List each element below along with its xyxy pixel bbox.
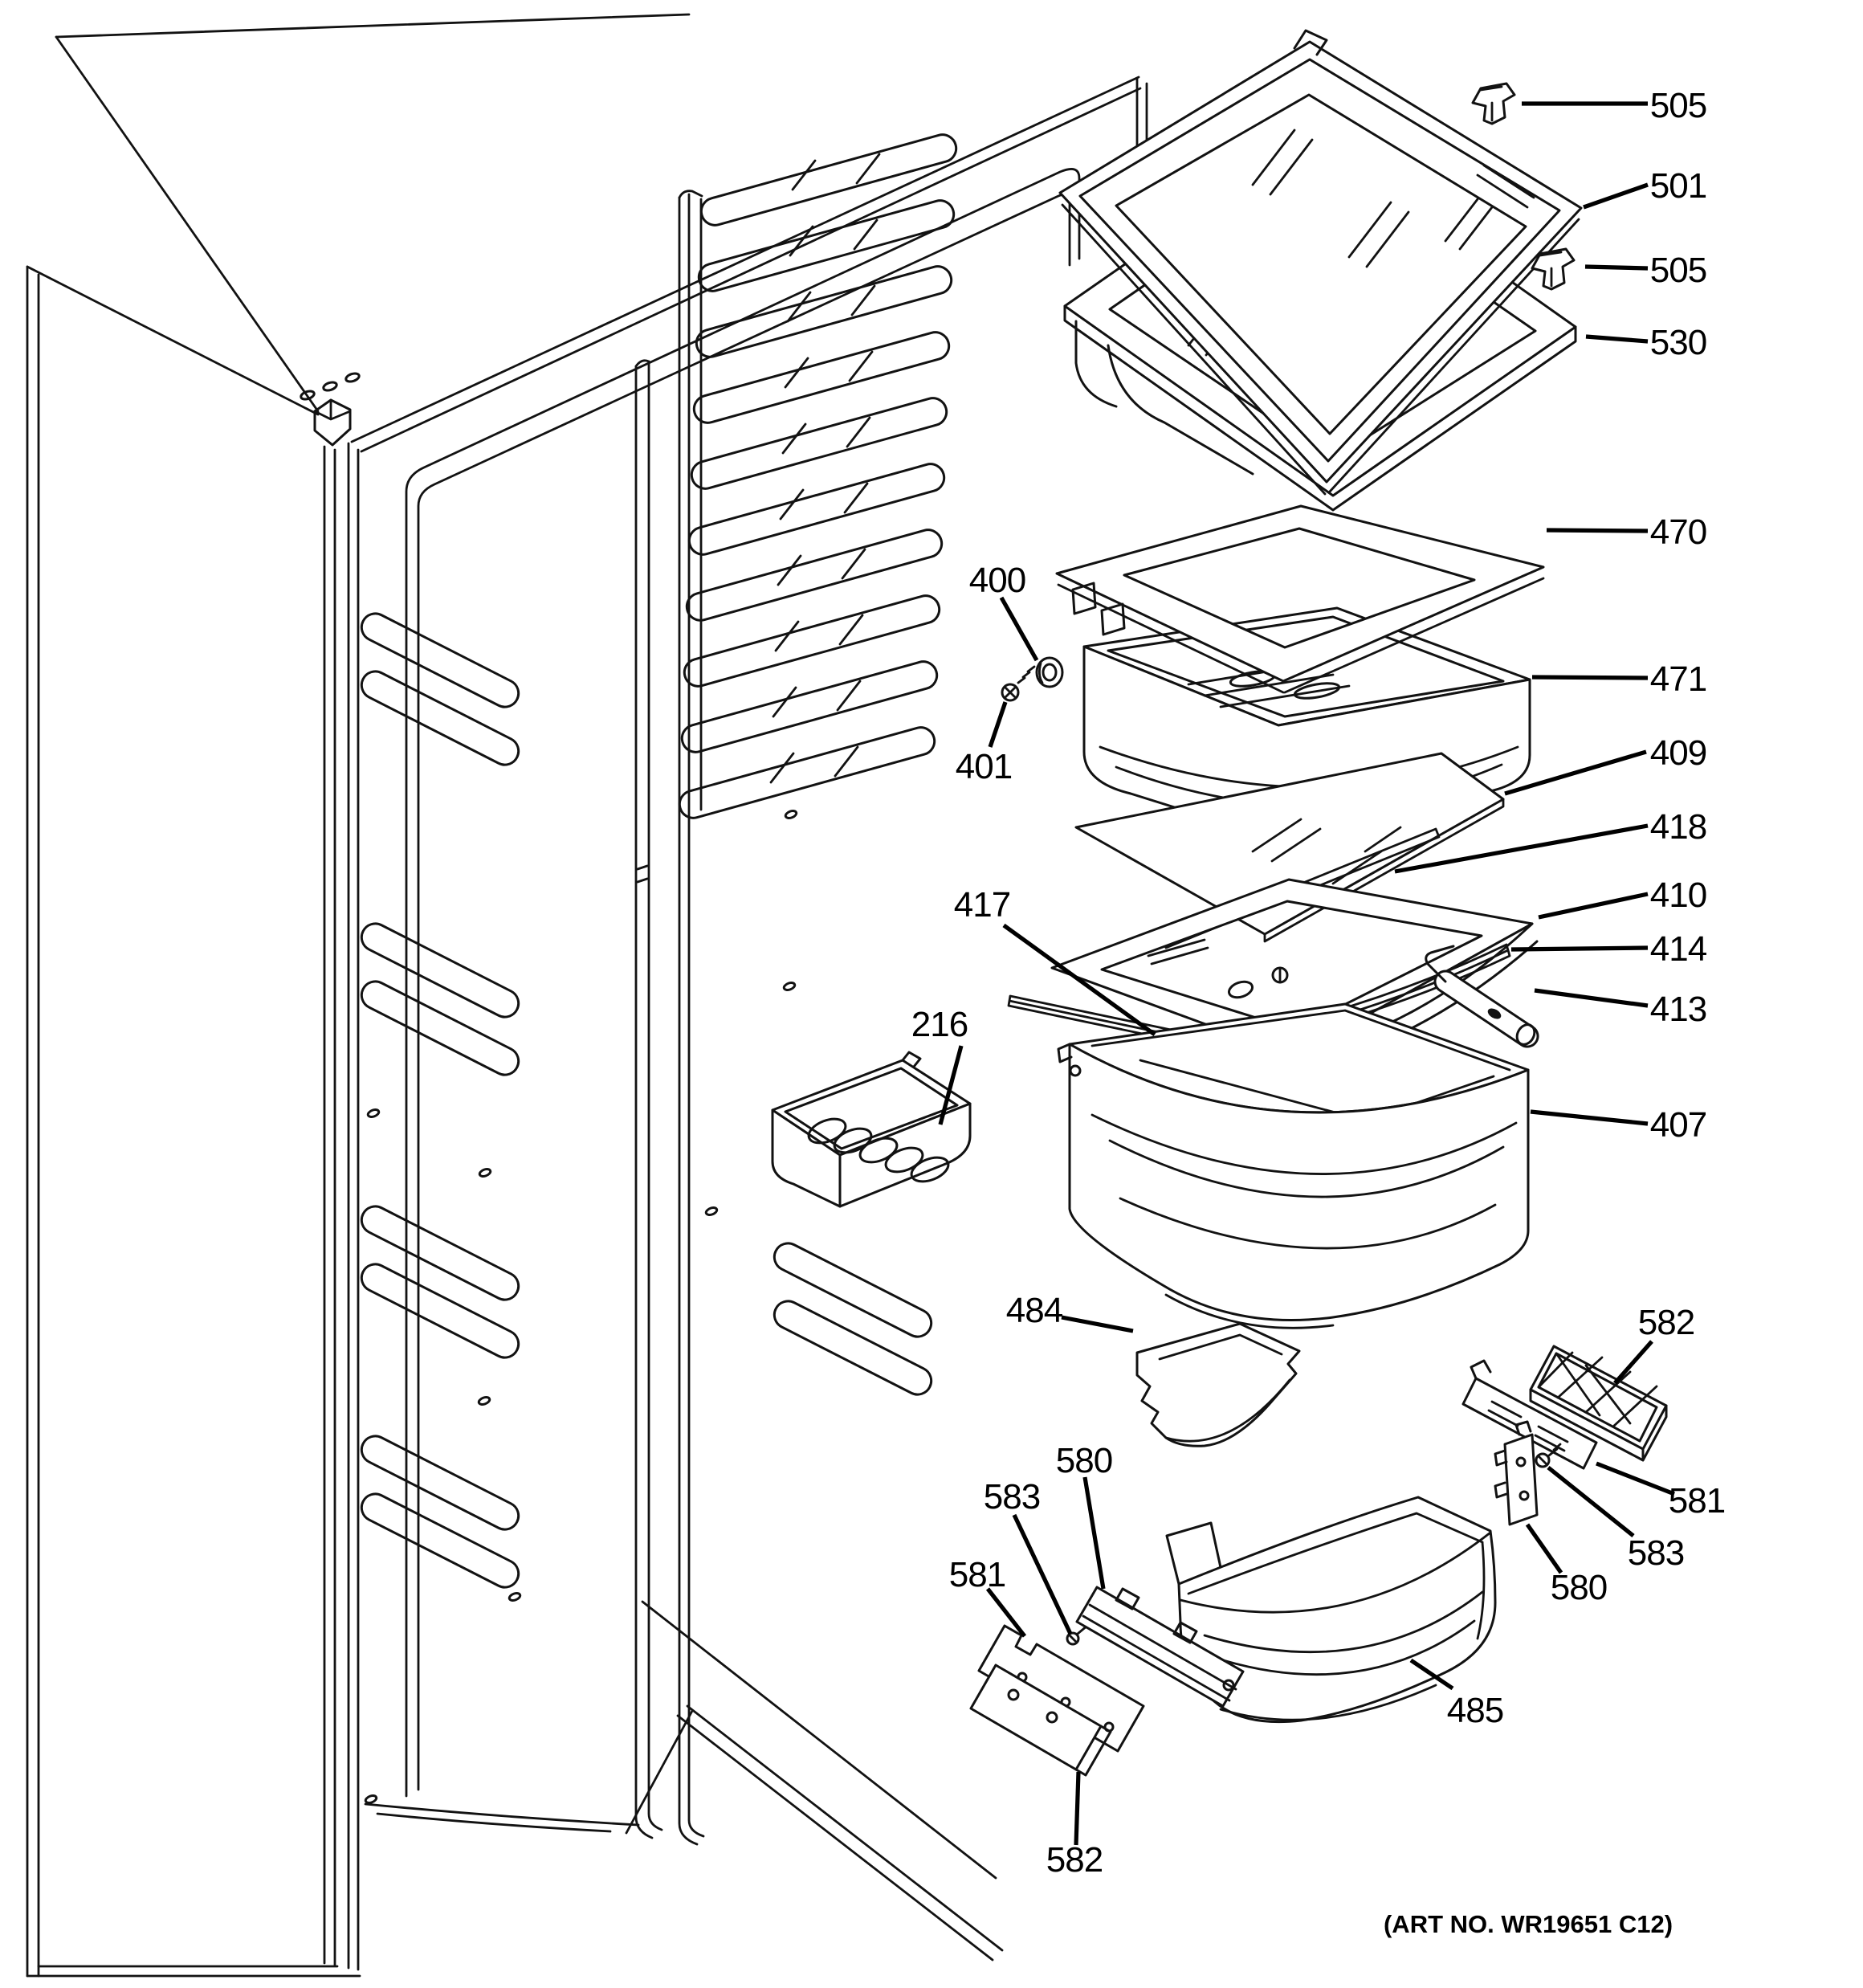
callout-582-right: 582 [1637,1303,1695,1342]
part-216-bin [773,1052,970,1206]
part-407-crisper-drawer [1058,1004,1528,1328]
cabinet-fresh-food-section [27,14,1147,1976]
leader-407 [1531,1112,1648,1124]
leader-581-right [1596,1463,1674,1494]
callout-583-right: 583 [1627,1533,1685,1573]
callout-418: 418 [1649,807,1707,847]
part-401-screw [1002,667,1034,700]
callout-216: 216 [911,1005,968,1044]
callout-581-left: 581 [948,1555,1006,1594]
callout-530: 530 [1649,323,1707,362]
art-number: (ART NO. WR19651 C12) [1383,1910,1673,1938]
leader-400 [1001,598,1037,660]
callout-409: 409 [1649,733,1707,773]
callout-417: 417 [953,885,1011,925]
leader-530 [1586,337,1648,341]
leader-580-right [1527,1525,1561,1573]
leader-580-left [1085,1477,1103,1589]
part-400-washer [1037,658,1062,687]
callout-583-left: 583 [983,1477,1041,1517]
leader-484 [1062,1317,1133,1331]
leader-501 [1584,185,1648,207]
callout-580-left: 580 [1055,1441,1113,1480]
leader-410 [1539,894,1648,917]
callout-581-right: 581 [1668,1481,1726,1521]
leader-582-right [1615,1341,1652,1383]
leader-401 [990,702,1005,747]
part-484-cover [1137,1324,1299,1446]
leader-583-right [1548,1468,1633,1536]
part-505-clip-mid [1532,249,1574,289]
callout-414: 414 [1649,929,1707,969]
leader-505-mid [1585,267,1648,268]
callout-505-top: 505 [1649,86,1707,125]
callout-410: 410 [1649,876,1707,915]
leader-414 [1511,948,1648,949]
callout-582-bottom: 582 [1046,1840,1103,1880]
coil-fins [676,132,959,821]
leader-583-left [1014,1515,1070,1634]
leader-413 [1535,990,1648,1006]
callout-470: 470 [1649,512,1707,552]
callout-471: 471 [1649,659,1707,699]
leader-471 [1532,677,1648,678]
callout-401: 401 [955,747,1013,786]
callout-485: 485 [1446,1691,1504,1730]
callout-413: 413 [1649,990,1707,1029]
wall-slots [365,810,797,1804]
part-505-clip-top [1473,84,1514,124]
callout-400: 400 [968,561,1026,600]
leader-582-bottom [1076,1772,1078,1845]
callout-580-right: 580 [1550,1568,1608,1607]
callout-407: 407 [1649,1105,1707,1145]
leader-470 [1547,530,1648,531]
callout-484: 484 [1005,1291,1063,1330]
callout-505-mid: 505 [1649,251,1707,290]
callout-501: 501 [1649,166,1707,206]
part-580-bracket-right [1495,1422,1537,1525]
